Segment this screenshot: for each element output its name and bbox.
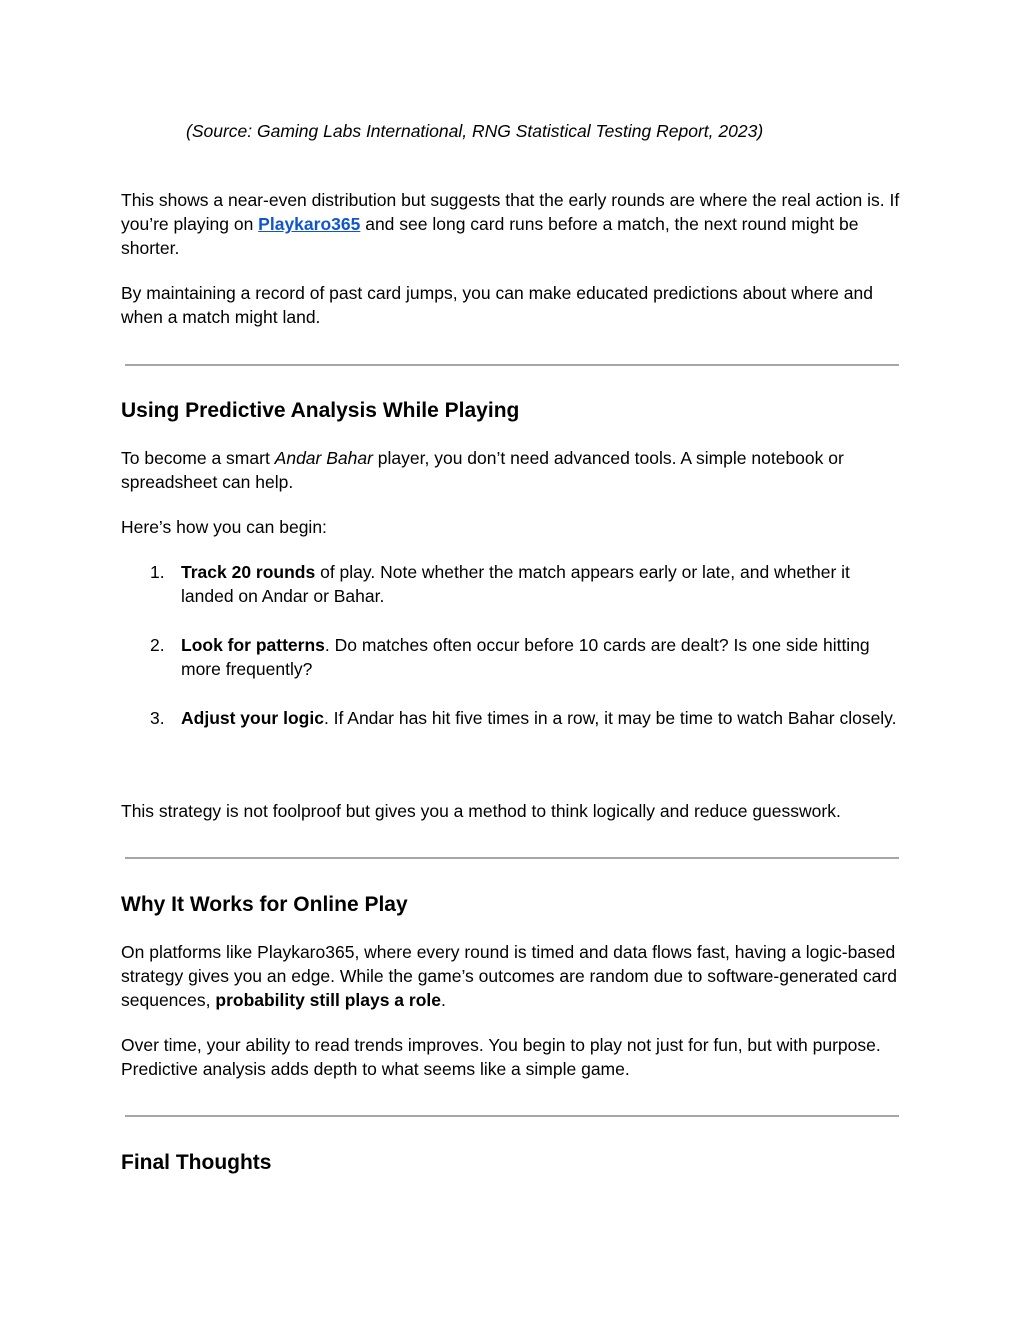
list-item-bold: Track 20 rounds	[181, 562, 316, 582]
section2-text-after-bold: .	[441, 990, 446, 1010]
list-item-text	[181, 633, 901, 681]
section1-paragraph-2-text: Here’s how you can begin:	[121, 517, 327, 537]
section2-paragraph-2-text: Over time, your ability to read trends improves. You begin to play not just for fun, but with purpose. Predictive analysis adds depth to what seems like a simple game.	[121, 1035, 881, 1079]
list-item-rest: . If Andar has hit five times in a row, it may be time to watch Bahar closely.	[323, 708, 897, 728]
section1-paragraph-3	[121, 799, 911, 823]
intro-text-before-link: This shows a near-even distribution but suggests that the early rounds are where the real action is. If you’re playing on	[121, 190, 900, 234]
list-number: 2.	[150, 635, 165, 655]
list-number: 3.	[150, 708, 165, 728]
section1-text-before-italic: To become a smart	[121, 448, 275, 468]
section-heading-final-thoughts: Final Thoughts	[121, 1151, 272, 1174]
divider	[125, 857, 899, 859]
section1-paragraph-3-text: This strategy is not foolproof but gives you a method to think logically and reduce guesswork.	[121, 801, 841, 821]
list-number: 1.	[150, 562, 165, 582]
section-heading-online-play: Why It Works for Online Play	[121, 893, 408, 916]
probability-emphasis: probability still plays a role	[215, 990, 441, 1010]
source-note: (Source: Gaming Labs International, RNG Statistical Testing Report, 2023)	[186, 121, 764, 141]
section2-paragraph-1	[121, 940, 911, 1012]
intro-paragraph-2	[121, 281, 911, 329]
intro-paragraph-2-text: By maintaining a record of past card jumps, you can make educated predictions about where and when a match might land.	[121, 283, 873, 327]
intro-paragraph-1	[121, 188, 911, 260]
divider	[125, 1115, 899, 1117]
list-item-rest: of play. Note whether the match appears early or late, and whether it landed on Andar or Bahar.	[181, 562, 850, 606]
list-item-bold: Look for patterns	[181, 635, 325, 655]
section2-text-before-bold: On platforms like Playkaro365, where every round is timed and data flows fast, having a logic-based strategy gives you an edge. While the game’s outcomes are random due to software-generated card sequences,	[121, 942, 897, 1010]
section1-paragraph-1	[121, 446, 911, 494]
section1-text-after-italic: player, you don’t need advanced tools. A simple notebook or spreadsheet can help.	[121, 448, 844, 492]
list-item-text	[181, 560, 901, 608]
list-item-text	[181, 706, 901, 730]
section2-paragraph-2	[121, 1033, 911, 1081]
intro-text-after-link: and see long card runs before a match, the next round might be shorter.	[121, 214, 859, 258]
andar-bahar-term: Andar Bahar	[274, 448, 373, 468]
list-item-rest: . Do matches often occur before 10 cards are dealt? Is one side hitting more frequently?	[181, 635, 870, 679]
playkaro365-link[interactable]: Playkaro365	[258, 214, 361, 234]
list-item-bold: Adjust your logic	[181, 708, 324, 728]
section1-paragraph-2	[121, 515, 911, 539]
divider	[125, 364, 899, 366]
section-heading-predictive-analysis: Using Predictive Analysis While Playing	[121, 399, 520, 422]
